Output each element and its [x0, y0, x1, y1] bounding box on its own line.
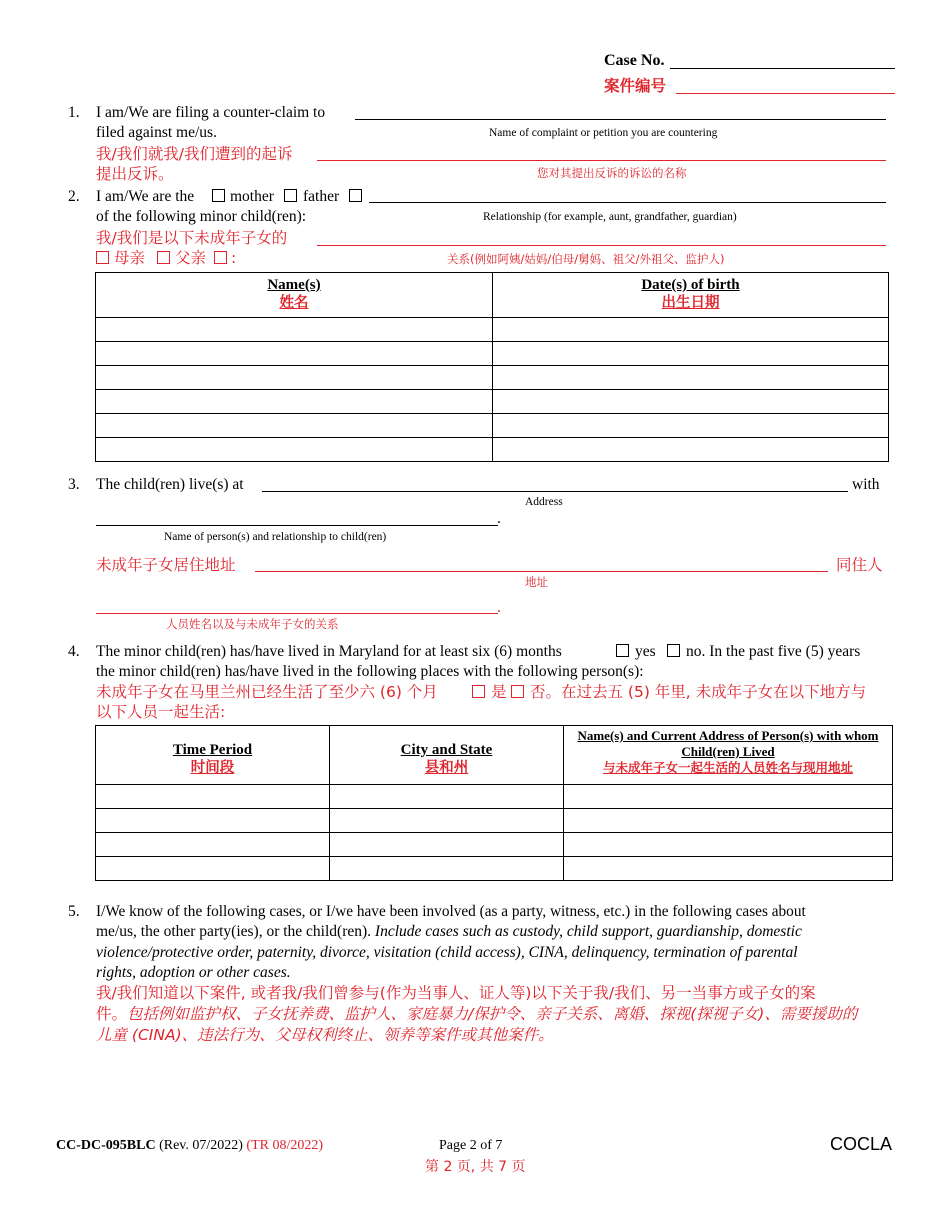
person-cell[interactable]	[564, 857, 893, 881]
person-cell[interactable]	[564, 833, 893, 857]
item-number: 2.	[68, 188, 80, 205]
item5-zh-line1: 我/我们知道以下案件, 或者我/我们曾参与(作为当事人、证人等)以下关于我/我们、另一当事方或子女的案	[96, 984, 816, 1002]
item-number: 4.	[68, 643, 80, 660]
form-rev: (Rev. 07/2022)	[159, 1138, 243, 1153]
name-cell[interactable]	[96, 414, 493, 438]
name-cell[interactable]	[96, 438, 493, 462]
table-header-dob	[493, 273, 889, 318]
item3-zh-with: 同住人	[836, 556, 883, 574]
item1-zh-line1: 我/我们就我/我们遭到的起诉	[96, 145, 293, 163]
counter-claim-name-field[interactable]	[355, 119, 886, 120]
item3-lead: The child(ren) live(s) at	[96, 476, 244, 493]
item2-zh-line1: 我/我们是以下未成年子女的	[96, 229, 288, 247]
item5-zh-line2b: 包括例如监护权、子女抚养费、监护人、家庭暴力/保护令、亲子关系、离婚、探视(探视子女)、需要援助的	[127, 1005, 858, 1023]
item3-zh-period: .	[497, 599, 501, 616]
name-cell[interactable]	[96, 342, 493, 366]
colon-zh: :	[231, 249, 237, 267]
col-time-period: Time Period	[172, 742, 253, 758]
table-header-city	[330, 726, 564, 785]
city-cell[interactable]	[330, 785, 564, 809]
dob-cell[interactable]	[493, 342, 889, 366]
form-tr: (TR 08/2022)	[246, 1138, 324, 1153]
page-number-zh: 第 2 页, 共 7 页	[425, 1159, 526, 1175]
other-checkbox-zh[interactable]	[214, 251, 227, 264]
yes-label: yes	[635, 643, 656, 660]
item4-line1b: no. In the past five (5) years	[686, 643, 861, 660]
item2-zh-caption: 关系(例如阿姨/姑妈/伯母/舅妈、祖父/外祖父、监护人)	[447, 252, 725, 266]
address-caption: Address	[525, 496, 563, 508]
item4-zh-line1b: 否。在过去五 (5) 年里, 未成年子女在以下地方与	[530, 683, 867, 701]
city-cell[interactable]	[330, 809, 564, 833]
address-caption-zh: 地址	[525, 575, 548, 589]
dob-cell[interactable]	[493, 438, 889, 462]
table-row	[96, 833, 893, 857]
dob-cell[interactable]	[493, 414, 889, 438]
mother-label: mother	[230, 188, 274, 205]
time-cell[interactable]	[96, 785, 330, 809]
person-relationship-field[interactable]	[96, 525, 498, 526]
col-names: Name(s)	[267, 277, 321, 293]
item5-zh-line3: 儿童 (CINA)、违法行为、父母权利终止、领养等案件或其他案件。	[96, 1026, 554, 1044]
item4-zh-line1a: 未成年子女在马里兰州已经生活了至少六 (6) 个月	[96, 683, 438, 701]
mother-label-zh: 母亲	[114, 249, 146, 267]
other-relationship-checkbox[interactable]	[349, 189, 362, 202]
item4-zh-line2: 以下人员一起生活:	[96, 703, 226, 721]
item5-zh-line2a: 件。	[96, 1005, 128, 1023]
father-checkbox[interactable]	[284, 189, 297, 202]
table-header-time	[96, 726, 330, 785]
table-row	[96, 809, 893, 833]
item5-line2b: Include cases such as custody, child support, guardianship, domestic	[374, 923, 802, 940]
table-row	[96, 785, 893, 809]
item-number: 1.	[68, 104, 80, 121]
col-dob-zh: 出生日期	[661, 295, 720, 311]
table-header-names	[96, 273, 493, 318]
residence-table	[95, 725, 893, 881]
item1-line2: filed against me/us.	[96, 124, 217, 141]
item5-line2	[96, 923, 802, 941]
table-row	[96, 414, 889, 438]
item-number: 3.	[68, 476, 80, 493]
relationship-field[interactable]	[369, 202, 886, 203]
person-cell[interactable]	[564, 809, 893, 833]
item2-caption: Relationship (for example, aunt, grandfather, guardian)	[483, 211, 737, 223]
address-field-zh[interactable]	[255, 571, 828, 572]
item4-line1a: The minor child(ren) has/have lived in Maryland for at least six (6) months	[96, 643, 562, 660]
item4-line2: the minor child(ren) has/have lived in the following places with the following person(s):	[96, 663, 644, 680]
item5-zh-line2	[96, 1005, 857, 1023]
maryland-yes-checkbox[interactable]	[616, 644, 629, 657]
item1-zh-caption: 您对其提出反诉的诉讼的名称	[537, 166, 687, 180]
item1-caption: Name of complaint or petition you are countering	[489, 127, 718, 139]
children-table	[95, 272, 889, 462]
time-cell[interactable]	[96, 857, 330, 881]
table-header-person	[564, 726, 893, 785]
item3-period: .	[497, 510, 501, 527]
city-cell[interactable]	[330, 833, 564, 857]
table-row	[96, 857, 893, 881]
maryland-no-checkbox[interactable]	[667, 644, 680, 657]
item1-zh-line2: 提出反诉。	[96, 165, 174, 183]
name-cell[interactable]	[96, 390, 493, 414]
col-city-state: City and State	[400, 742, 493, 758]
table-row	[96, 342, 889, 366]
person-cell[interactable]	[564, 785, 893, 809]
yes-label-zh: 是	[491, 683, 507, 701]
table-row	[96, 318, 889, 342]
name-cell[interactable]	[96, 366, 493, 390]
mother-checkbox[interactable]	[212, 189, 225, 202]
col-dob: Date(s) of birth	[641, 277, 740, 293]
item1-line1: I am/We are filing a counter-claim to	[96, 104, 326, 121]
address-field[interactable]	[262, 491, 848, 492]
father-checkbox-zh[interactable]	[157, 251, 170, 264]
page-number: Page 2 of 7	[439, 1138, 503, 1153]
item5-line3: violence/protective order, paternity, divorce, visitation (child access), CINA, delinquency, termination of parental	[96, 944, 798, 961]
item-number: 5.	[68, 903, 80, 920]
city-cell[interactable]	[330, 857, 564, 881]
person-caption-zh: 人员姓名以及与未成年子女的关系	[166, 617, 339, 631]
counter-claim-name-field-zh[interactable]	[317, 160, 886, 161]
col-city-state-zh: 县和州	[424, 760, 469, 776]
relationship-field-zh[interactable]	[317, 245, 886, 246]
father-label: father	[303, 188, 340, 205]
case-no-label-zh: 案件编号	[604, 77, 667, 95]
item3-with: with	[852, 476, 880, 493]
dob-cell[interactable]	[493, 366, 889, 390]
dob-cell[interactable]	[493, 390, 889, 414]
table-row	[96, 438, 889, 462]
time-cell[interactable]	[96, 833, 330, 857]
father-label-zh: 父亲	[175, 249, 207, 267]
col-names-zh: 姓名	[279, 295, 309, 311]
form-id: CC-DC-095BLC	[56, 1138, 156, 1153]
col-time-period-zh: 时间段	[190, 760, 235, 776]
item5-line4: rights, adoption or other cases.	[96, 964, 291, 981]
col-person-address-zh: 与未成年子女一起生活的人员姓名与现用地址	[602, 760, 853, 775]
brand-logo: COCLA	[830, 1134, 893, 1154]
item5-line2a: me/us, the other party(ies), or the child(ren).	[96, 923, 372, 940]
table-row	[96, 390, 889, 414]
person-caption: Name of person(s) and relationship to child(ren)	[164, 531, 387, 543]
dob-cell[interactable]	[493, 318, 889, 342]
time-cell[interactable]	[96, 809, 330, 833]
maryland-no-checkbox-zh[interactable]	[511, 685, 524, 698]
case-no-label: Case No.	[604, 52, 665, 69]
case-no-field-zh[interactable]	[676, 93, 895, 94]
item2-lead: I am/We are the	[96, 188, 195, 205]
mother-checkbox-zh[interactable]	[96, 251, 109, 264]
col-person-address: Name(s) and Current Address of Person(s) with whom Child(ren) Lived	[577, 728, 879, 759]
table-row	[96, 366, 889, 390]
maryland-yes-checkbox-zh[interactable]	[472, 685, 485, 698]
item5-line1: I/We know of the following cases, or I/we have been involved (as a party, witness, etc.) in the following cases about	[96, 903, 806, 920]
case-no-field[interactable]	[670, 68, 895, 69]
name-cell[interactable]	[96, 318, 493, 342]
footer-form-id	[56, 1138, 323, 1154]
item3-zh-lead: 未成年子女居住地址	[96, 556, 236, 574]
person-relationship-field-zh[interactable]	[96, 613, 498, 614]
item2-line2: of the following minor child(ren):	[96, 208, 307, 225]
